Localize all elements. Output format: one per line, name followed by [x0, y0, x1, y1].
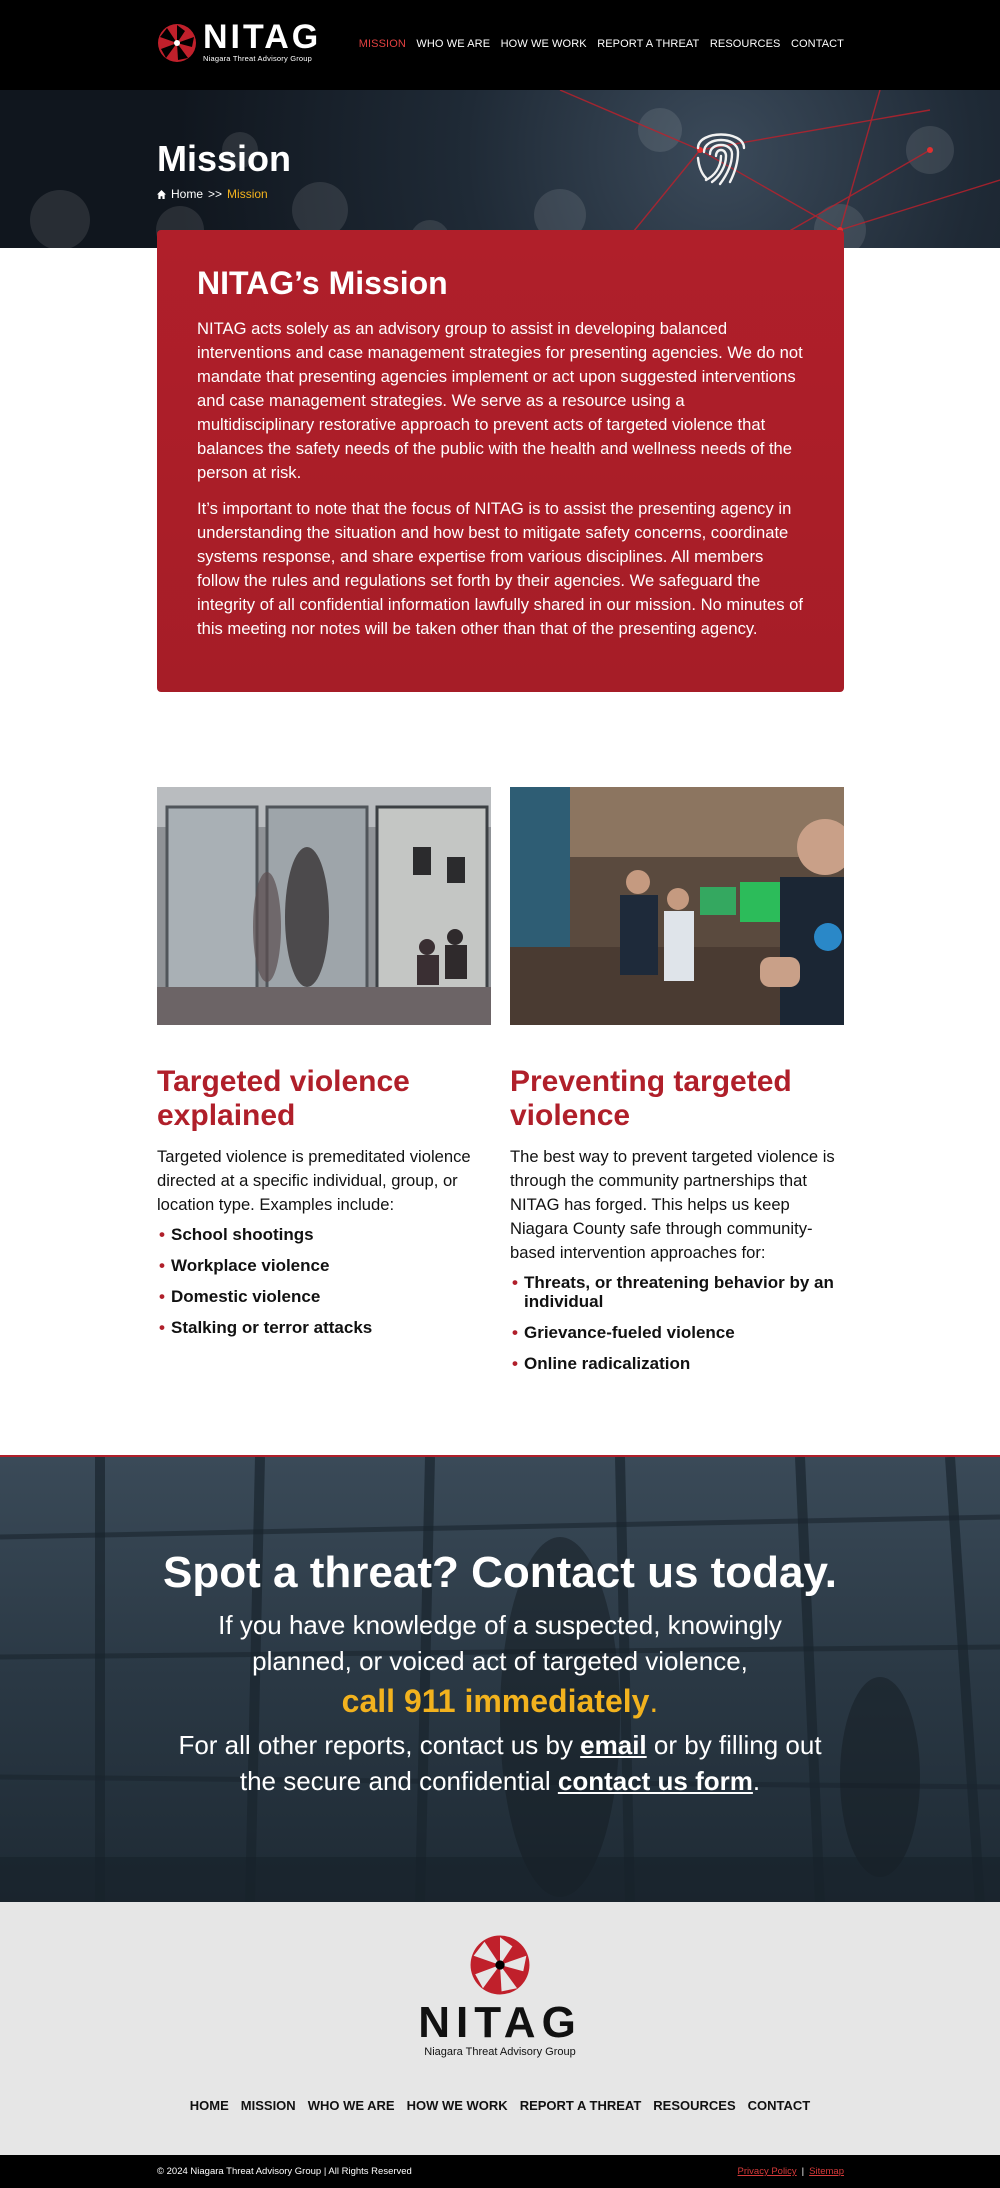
cta-line-4-post: .	[752, 1766, 761, 1796]
list-item: • Online radicalization	[510, 1354, 844, 1373]
list-item: • School shootings	[157, 1225, 491, 1244]
nav-item-contact[interactable]: CONTACT	[790, 38, 844, 50]
cta-content	[0, 1547, 1000, 1799]
cta-line-4	[0, 1763, 1000, 1799]
page-title: Mission	[157, 138, 292, 179]
info-columns	[157, 787, 844, 1385]
preventing-violence-column	[510, 787, 844, 1385]
cta-call-911	[0, 1679, 1000, 1723]
legal-separator: |	[801, 2166, 805, 2177]
targeted-violence-text: Targeted violence is premeditated violence directed at a specific individual, group, or location type. Examples include:	[157, 1147, 471, 1214]
list-item: • Threats, or threatening behavior by an individual	[510, 1273, 844, 1311]
mission-paragraph-2: It’s important to note that the focus of NITAG is to assist the presenting agency in understanding the situation and how best to mitigate safety concerns, coordinate systems response, and share expertise from various disciplines. All members follow the rules and regulations set forth by their agencies. We safeguard the integrity of all confidential information lawfully shared in our mission. No minutes of this meeting nor notes will be taken other than that of the presenting agency.	[197, 499, 803, 638]
cta-line-1: If you have knowledge of a suspected, knowingly	[218, 1610, 782, 1640]
footer-nav-resources[interactable]: RESOURCES	[653, 2098, 736, 2113]
copyright-text: © 2024 Niagara Threat Advisory Group | All Rights Reserved	[157, 2166, 412, 2177]
home-icon	[157, 190, 166, 199]
preventing-violence-list	[510, 1273, 844, 1373]
footer-logo-subtitle: Niagara Threat Advisory Group	[424, 2046, 576, 2058]
footer-logo[interactable]	[0, 1934, 1000, 2058]
list-item: • Domestic violence	[157, 1287, 491, 1306]
mission-paragraph-1: NITAG acts solely as an advisory group to assist in developing balanced interventions and case management strategies for presenting agencies. We do not mandate that presenting agencies implement or act upon suggested interventions and case management strategies. We serve as a resource using a multidisciplinary restorative approach to prevent acts of targeted violence that balances the safety needs of the public with the health and wellness needs of the person at risk.	[197, 319, 803, 482]
preventing-violence-text: The best way to prevent targeted violence is through the community partnerships that NITAG has forged. This helps us keep Niagara County safe through community-based intervention approaches for:	[510, 1147, 835, 1262]
breadcrumb-current: Mission	[227, 187, 268, 201]
breadcrumb-separator: >>	[208, 187, 223, 201]
contact-cta-section	[0, 1455, 1000, 1902]
nav-item-mission[interactable]: MISSION	[358, 38, 406, 50]
mission-title: NITAG’s Mission	[197, 265, 448, 301]
office-photo	[157, 787, 491, 1025]
email-link[interactable]: email	[580, 1730, 647, 1760]
nav-item-resources[interactable]: RESOURCES	[709, 38, 781, 50]
main-nav	[348, 38, 844, 50]
nav-item-report-a-threat[interactable]: REPORT A THREAT	[597, 38, 700, 50]
list-item: • Stalking or terror attacks	[157, 1318, 491, 1337]
sitemap-link[interactable]: Sitemap	[809, 2166, 844, 2177]
list-item: • Grievance-fueled violence	[510, 1323, 844, 1342]
footer-nav-report-a-threat[interactable]: REPORT A THREAT	[519, 2098, 642, 2113]
breadcrumb-home-link[interactable]: Home	[171, 187, 204, 201]
logo-pinwheel-icon	[157, 23, 197, 63]
logo-pinwheel-icon	[469, 1934, 531, 1996]
site-footer	[0, 1902, 1000, 2155]
network-background-image	[0, 90, 1000, 248]
mission-card	[157, 230, 844, 692]
footer-nav-how-we-work[interactable]: HOW WE WORK	[406, 2098, 508, 2113]
targeted-violence-column	[157, 787, 491, 1385]
logo-subtitle: Niagara Threat Advisory Group	[203, 54, 313, 63]
list-item: • Workplace violence	[157, 1256, 491, 1275]
call-911-period: .	[649, 1683, 659, 1719]
cta-line-3	[0, 1727, 1000, 1763]
footer-nav-who-we-are[interactable]: WHO WE ARE	[307, 2098, 395, 2113]
cta-line-3-post: or by filling out	[646, 1730, 822, 1760]
fingerprint-icon	[690, 118, 752, 188]
preventing-violence-title: Preventing targeted violence	[510, 1065, 792, 1132]
cta-line-2: planned, or voiced act of targeted violence,	[252, 1646, 748, 1676]
footer-nav-contact[interactable]: CONTACT	[747, 2098, 811, 2113]
page-hero	[0, 90, 1000, 248]
footer-logo-word: NITAG	[418, 1998, 582, 2047]
footer-nav	[0, 2098, 1000, 2113]
legal-links	[738, 2166, 844, 2177]
footer-nav-mission[interactable]: MISSION	[240, 2098, 296, 2113]
cta-line-3-pre: For all other reports, contact us by	[178, 1730, 581, 1760]
nav-item-who-we-are[interactable]: WHO WE ARE	[416, 38, 491, 50]
bottom-bar	[0, 2155, 1000, 2188]
logo-word: NITAG	[203, 18, 322, 56]
cta-title: Spot a threat? Contact us today.	[163, 1548, 837, 1597]
contact-form-link[interactable]: contact us form	[557, 1766, 753, 1796]
cta-line-4-pre: the secure and confidential	[239, 1766, 558, 1796]
call-911-text: call 911 immediately	[341, 1683, 650, 1719]
nav-item-how-we-work[interactable]: HOW WE WORK	[500, 38, 587, 50]
footer-nav-home[interactable]: HOME	[189, 2098, 229, 2113]
site-logo[interactable]	[157, 18, 322, 63]
control-room-photo	[510, 787, 844, 1025]
targeted-violence-list	[157, 1225, 491, 1337]
targeted-violence-title: Targeted violence explained	[157, 1065, 410, 1132]
privacy-policy-link[interactable]: Privacy Policy	[737, 2166, 797, 2177]
breadcrumb	[157, 187, 268, 201]
site-header	[0, 0, 1000, 90]
